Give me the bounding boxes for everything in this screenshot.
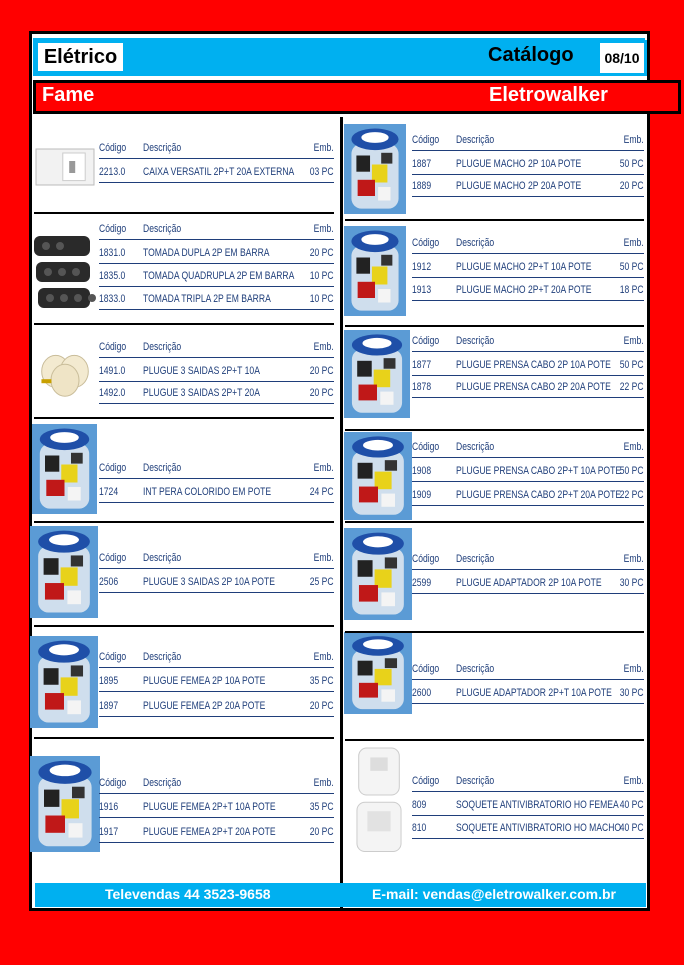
right-section-separator xyxy=(345,739,644,741)
right-header-underline xyxy=(412,791,644,792)
left-item-pack: 24 PC xyxy=(310,486,334,498)
left-item-desc: PLUGUE FEMEA 2P+T 20A POTE xyxy=(143,826,276,838)
right-col-code-6: Código xyxy=(412,663,440,675)
right-item-pack: 50 PC xyxy=(620,359,644,371)
right-row-underline xyxy=(412,375,644,376)
right-row-underline xyxy=(412,277,644,278)
left-product-image-4 xyxy=(32,424,97,514)
left-col-desc-3: Descrição xyxy=(143,341,182,353)
left-col-desc-5: Descrição xyxy=(143,552,182,564)
right-item-code: 1887 xyxy=(412,158,432,170)
right-col-desc-3: Descrição xyxy=(456,335,495,347)
right-col-pack-5: Emb. xyxy=(623,553,644,565)
left-row-underline xyxy=(99,182,334,183)
left-row-underline xyxy=(99,263,334,264)
left-col-code-6: Código xyxy=(99,651,127,663)
left-item-code: 1491.0 xyxy=(99,365,126,377)
left-header-underline xyxy=(99,568,334,569)
left-item-code: 1833.0 xyxy=(99,293,126,305)
left-row-underline xyxy=(99,691,334,692)
right-col-desc-4: Descrição xyxy=(456,441,495,453)
right-item-desc: PLUGUE PRENSA CABO 2P 10A POTE xyxy=(456,359,611,371)
catalog-title: Catálogo xyxy=(488,44,574,66)
left-item-pack: 20 PC xyxy=(310,700,334,712)
left-col-code-1: Código xyxy=(99,142,127,154)
right-row-underline xyxy=(412,174,644,175)
left-col-desc-2: Descrição xyxy=(143,223,182,235)
brand-left: Fame xyxy=(42,84,95,106)
right-item-desc: PLUGUE PRENSA CABO 2P+T 20A POTE xyxy=(456,489,622,501)
left-col-pack-1: Emb. xyxy=(313,142,334,154)
left-item-code: 1895 xyxy=(99,675,119,687)
left-item-code: 1835.0 xyxy=(99,270,126,282)
left-item-code: 2506 xyxy=(99,576,119,588)
left-section-separator xyxy=(34,737,334,739)
right-item-code: 2599 xyxy=(412,577,432,589)
left-col-code-5: Código xyxy=(99,552,127,564)
left-col-code-4: Código xyxy=(99,462,127,474)
right-item-desc: PLUGUE MACHO 2P+T 20A POTE xyxy=(456,284,592,296)
left-col-pack-3: Emb. xyxy=(313,341,334,353)
right-section-separator xyxy=(345,631,644,633)
right-row-underline xyxy=(412,815,644,816)
left-row-underline xyxy=(99,403,334,404)
right-item-desc: SOQUETE ANTIVIBRATORIO HO FEMEA xyxy=(456,799,619,811)
left-section-separator xyxy=(34,521,334,523)
right-header-underline xyxy=(412,253,644,254)
left-section-separator xyxy=(34,417,334,419)
footer-bar xyxy=(35,883,646,907)
left-item-code: 2213.0 xyxy=(99,166,126,178)
right-row-underline xyxy=(412,300,644,301)
right-item-pack: 20 PC xyxy=(620,180,644,192)
left-item-pack: 10 PC xyxy=(310,270,334,282)
left-item-desc: TOMADA QUADRUPLA 2P EM BARRA xyxy=(143,270,295,282)
left-col-code-2: Código xyxy=(99,223,127,235)
right-item-desc: PLUGUE PRENSA CABO 2P+T 10A POTE xyxy=(456,465,622,477)
left-col-desc-7: Descrição xyxy=(143,777,182,789)
right-row-underline xyxy=(412,838,644,839)
right-product-image-4 xyxy=(344,432,412,520)
right-row-underline xyxy=(412,196,644,197)
right-col-pack-3: Emb. xyxy=(623,335,644,347)
right-product-image-1 xyxy=(344,124,406,214)
right-item-code: 1877 xyxy=(412,359,432,371)
right-row-underline xyxy=(412,505,644,506)
left-header-underline xyxy=(99,793,334,794)
right-item-pack: 22 PC xyxy=(620,381,644,393)
left-product-image-5 xyxy=(30,526,98,618)
right-product-image-5 xyxy=(344,528,412,620)
right-col-desc-7: Descrição xyxy=(456,775,495,787)
left-item-desc: TOMADA DUPLA 2P EM BARRA xyxy=(143,247,270,259)
right-col-desc-2: Descrição xyxy=(456,237,495,249)
left-item-code: 1492.0 xyxy=(99,387,126,399)
right-item-pack: 50 PC xyxy=(620,158,644,170)
right-col-code-7: Código xyxy=(412,775,440,787)
left-col-pack-7: Emb. xyxy=(313,777,334,789)
left-item-pack: 35 PC xyxy=(310,675,334,687)
right-item-desc: PLUGUE MACHO 2P 10A POTE xyxy=(456,158,582,170)
right-col-code-2: Código xyxy=(412,237,440,249)
right-item-code: 1912 xyxy=(412,261,432,273)
left-section-separator xyxy=(34,625,334,627)
right-header-underline xyxy=(412,150,644,151)
left-item-pack: 35 PC xyxy=(310,801,334,813)
right-col-desc-6: Descrição xyxy=(456,663,495,675)
left-item-desc: PLUGUE FEMEA 2P 20A POTE xyxy=(143,700,266,712)
left-item-code: 1831.0 xyxy=(99,247,126,259)
left-header-underline xyxy=(99,239,334,240)
left-header-underline xyxy=(99,478,334,479)
right-header-underline xyxy=(412,351,644,352)
right-item-desc: PLUGUE MACHO 2P+T 10A POTE xyxy=(456,261,592,273)
right-item-code: 809 xyxy=(412,799,427,811)
left-item-desc: PLUGUE FEMEA 2P 10A POTE xyxy=(143,675,266,687)
left-product-image-3 xyxy=(34,348,96,400)
left-col-pack-2: Emb. xyxy=(313,223,334,235)
left-item-desc: CAIXA VERSATIL 2P+T 20A EXTERNA xyxy=(143,166,295,178)
column-divider xyxy=(340,117,343,910)
category-label: Elétrico xyxy=(35,40,126,74)
right-section-separator xyxy=(345,325,644,327)
left-row-underline xyxy=(99,716,334,717)
left-header-underline xyxy=(99,158,334,159)
right-col-pack-4: Emb. xyxy=(623,441,644,453)
left-section-separator xyxy=(34,212,334,214)
right-col-pack-2: Emb. xyxy=(623,237,644,249)
right-row-underline xyxy=(412,481,644,482)
left-item-desc: PLUGUE 3 SAIDAS 2P+T 20A xyxy=(143,387,260,399)
right-item-pack: 30 PC xyxy=(620,687,644,699)
left-item-pack: 20 PC xyxy=(310,365,334,377)
footer-phone: Televendas 44 3523-9658 xyxy=(105,886,271,902)
right-item-desc: PLUGUE ADAPTADOR 2P+T 10A POTE xyxy=(456,687,612,699)
right-item-pack: 50 PC xyxy=(620,465,644,477)
right-item-code: 1909 xyxy=(412,489,432,501)
left-col-code-3: Código xyxy=(99,341,127,353)
right-item-desc: PLUGUE MACHO 2P 20A POTE xyxy=(456,180,582,192)
right-product-image-2 xyxy=(344,226,406,316)
right-item-code: 2600 xyxy=(412,687,432,699)
right-col-code-5: Código xyxy=(412,553,440,565)
right-item-pack: 40 PC xyxy=(620,822,644,834)
right-col-desc-1: Descrição xyxy=(456,134,495,146)
right-col-code-3: Código xyxy=(412,335,440,347)
left-item-desc: PLUGUE 3 SAIDAS 2P+T 10A xyxy=(143,365,260,377)
left-col-pack-6: Emb. xyxy=(313,651,334,663)
left-col-desc-4: Descrição xyxy=(143,462,182,474)
left-product-image-6 xyxy=(30,636,98,728)
left-row-underline xyxy=(99,286,334,287)
right-product-image-6 xyxy=(344,632,412,714)
left-item-pack: 20 PC xyxy=(310,826,334,838)
right-header-underline xyxy=(412,569,644,570)
left-item-desc: TOMADA TRIPLA 2P EM BARRA xyxy=(143,293,271,305)
right-item-pack: 40 PC xyxy=(620,799,644,811)
left-row-underline xyxy=(99,309,334,310)
left-item-code: 1917 xyxy=(99,826,119,838)
right-col-pack-7: Emb. xyxy=(623,775,644,787)
right-row-underline xyxy=(412,703,644,704)
right-item-code: 1889 xyxy=(412,180,432,192)
right-item-pack: 22 PC xyxy=(620,489,644,501)
right-section-separator xyxy=(345,429,644,431)
right-col-desc-5: Descrição xyxy=(456,553,495,565)
left-item-desc: INT PERA COLORIDO EM POTE xyxy=(143,486,272,498)
left-product-image-2 xyxy=(32,232,96,312)
left-item-code: 1724 xyxy=(99,486,119,498)
right-col-code-4: Código xyxy=(412,441,440,453)
left-item-pack: 10 PC xyxy=(310,293,334,305)
page-number: 08/10 xyxy=(597,40,647,76)
left-item-desc: PLUGUE FEMEA 2P+T 10A POTE xyxy=(143,801,276,813)
right-item-code: 1908 xyxy=(412,465,432,477)
left-header-underline xyxy=(99,357,334,358)
footer-email[interactable]: E-mail: vendas@eletrowalker.com.br xyxy=(372,886,616,902)
brand-bar xyxy=(33,80,681,114)
left-col-desc-1: Descrição xyxy=(143,142,182,154)
left-product-image-1 xyxy=(34,143,98,189)
left-item-code: 1897 xyxy=(99,700,119,712)
right-item-desc: PLUGUE PRENSA CABO 2P 20A POTE xyxy=(456,381,611,393)
right-row-underline xyxy=(412,397,644,398)
right-product-image-3 xyxy=(344,330,410,418)
right-item-pack: 30 PC xyxy=(620,577,644,589)
left-item-pack: 20 PC xyxy=(310,247,334,259)
left-item-pack: 20 PC xyxy=(310,387,334,399)
right-col-pack-1: Emb. xyxy=(623,134,644,146)
left-row-underline xyxy=(99,817,334,818)
left-item-desc: PLUGUE 3 SAIDAS 2P 10A POTE xyxy=(143,576,275,588)
brand-right: Eletrowalker xyxy=(489,84,608,106)
left-item-pack: 03 PC xyxy=(310,166,334,178)
right-item-desc: SOQUETE ANTIVIBRATORIO HO MACHO xyxy=(456,822,622,834)
right-item-code: 1913 xyxy=(412,284,432,296)
left-row-underline xyxy=(99,592,334,593)
right-item-desc: PLUGUE ADAPTADOR 2P 10A POTE xyxy=(456,577,602,589)
left-col-pack-4: Emb. xyxy=(313,462,334,474)
left-row-underline xyxy=(99,842,334,843)
left-row-underline xyxy=(99,502,334,503)
left-row-underline xyxy=(99,381,334,382)
left-col-pack-5: Emb. xyxy=(313,552,334,564)
left-product-image-7 xyxy=(30,756,100,852)
left-col-desc-6: Descrição xyxy=(143,651,182,663)
right-header-underline xyxy=(412,457,644,458)
left-item-code: 1916 xyxy=(99,801,119,813)
left-section-separator xyxy=(34,323,334,325)
right-col-code-1: Código xyxy=(412,134,440,146)
right-item-code: 1878 xyxy=(412,381,432,393)
right-row-underline xyxy=(412,593,644,594)
left-col-code-7: Código xyxy=(99,777,127,789)
right-product-image-7 xyxy=(350,744,408,856)
left-header-underline xyxy=(99,667,334,668)
right-section-separator xyxy=(345,219,644,221)
left-item-pack: 25 PC xyxy=(310,576,334,588)
right-item-code: 810 xyxy=(412,822,427,834)
right-item-pack: 18 PC xyxy=(620,284,644,296)
right-section-separator xyxy=(345,521,644,523)
right-item-pack: 50 PC xyxy=(620,261,644,273)
right-header-underline xyxy=(412,679,644,680)
right-col-pack-6: Emb. xyxy=(623,663,644,675)
